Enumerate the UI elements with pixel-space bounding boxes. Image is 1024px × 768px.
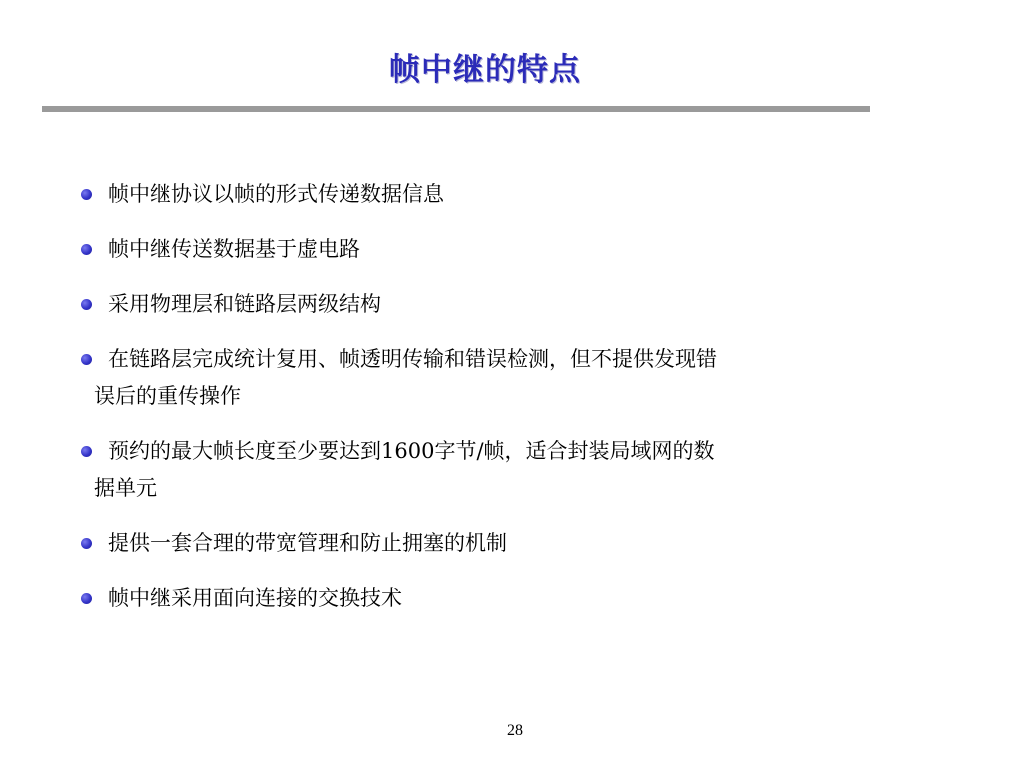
bullet-text: 帧中继传送数据基于虚电路	[108, 237, 360, 261]
bullet-text-continued: 误后的重传操作	[94, 384, 241, 408]
bullet-dot-icon	[81, 189, 92, 200]
bullet-item-4	[78, 341, 958, 415]
bullet-dot-icon	[81, 299, 92, 310]
title-divider	[42, 106, 870, 112]
bullet-text: 提供一套合理的带宽管理和防止拥塞的机制	[108, 531, 507, 555]
bullet-item-6	[78, 525, 958, 562]
bullet-text: 帧中继采用面向连接的交换技术	[108, 586, 402, 610]
bullet-item-7	[78, 580, 958, 617]
bullet-dot-icon	[81, 446, 92, 457]
bullet-text: 采用物理层和链路层两级结构	[108, 292, 381, 316]
bullet-text-continued: 据单元	[94, 476, 157, 500]
slide-title: 帧中继的特点	[389, 52, 581, 88]
bullet-text: 帧中继协议以帧的形式传递数据信息	[108, 182, 444, 206]
bullet-text: 预约的最大帧长度至少要达到1600字节/帧，适合封装局域网的数	[108, 439, 715, 463]
page-number: 28	[507, 722, 523, 739]
bullet-item-2	[78, 231, 958, 268]
bullet-dot-icon	[81, 354, 92, 365]
bullet-item-1	[78, 176, 958, 213]
bullet-dot-icon	[81, 593, 92, 604]
bullet-dot-icon	[81, 244, 92, 255]
bullet-item-5	[78, 433, 958, 507]
bullet-text: 在链路层完成统计复用、帧透明传输和错误检测，但不提供发现错	[108, 347, 717, 371]
bullet-list	[78, 176, 958, 635]
bullet-item-3	[78, 286, 958, 323]
bullet-dot-icon	[81, 538, 92, 549]
